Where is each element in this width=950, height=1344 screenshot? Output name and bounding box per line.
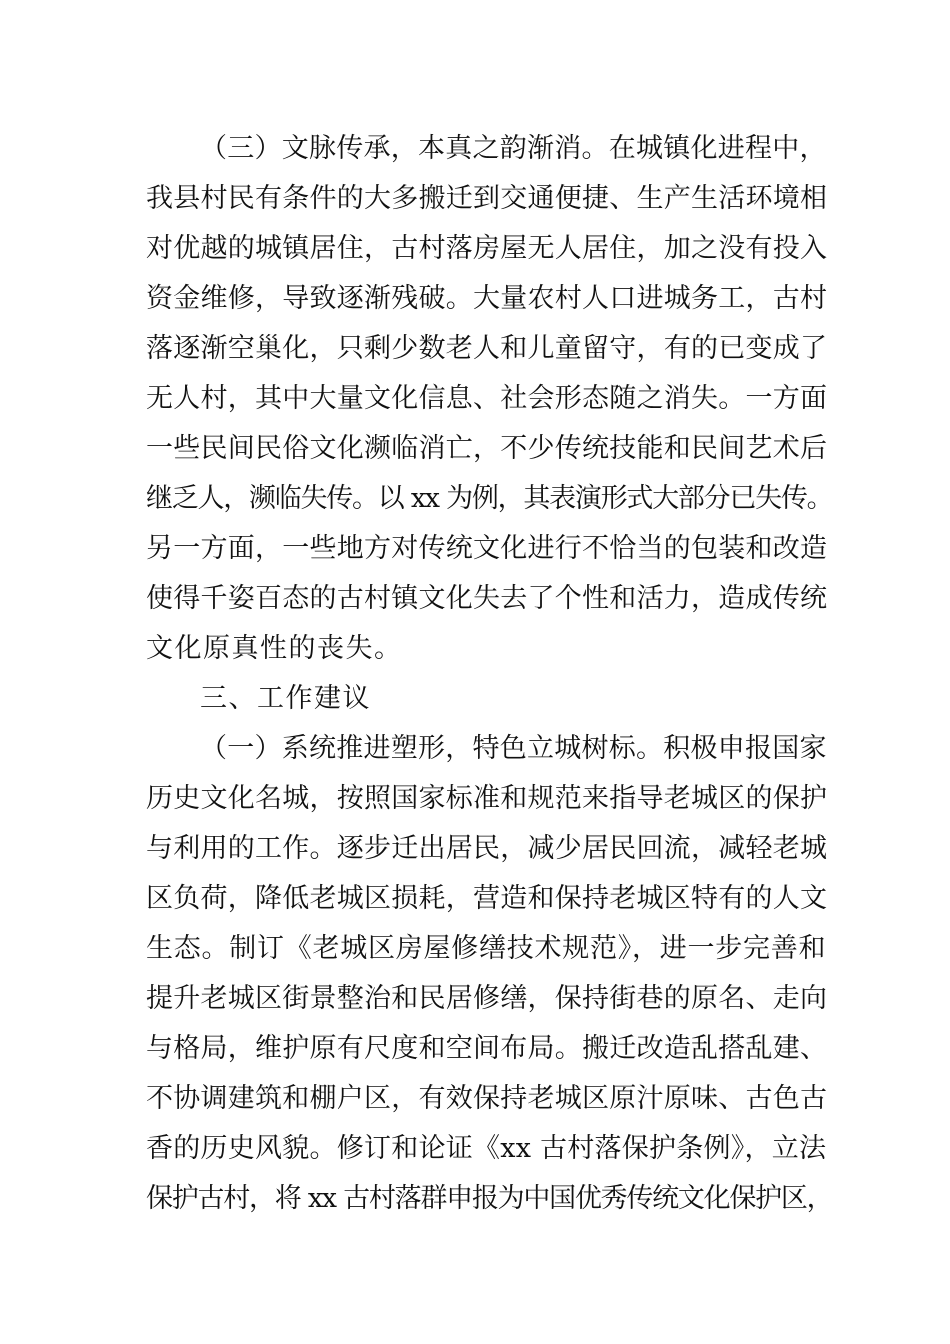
paragraph-1-line-3: 与利用的工作。逐步迁出居民，减少居民回流，减轻老城	[146, 833, 828, 864]
paragraph-3-line-8: 继乏人，濒临失传。以 xx 为例，其表演形式大部分已失传。	[146, 483, 833, 514]
paragraph-3-line-7: 一些民间民俗文化濒临消亡，不少传统技能和民间艺术后	[146, 433, 828, 464]
paragraph-3-line-6: 无人村，其中大量文化信息、社会形态随之消失。一方面	[146, 383, 828, 414]
paragraph-1-line-10: 保护古村，将 xx 古村落群申报为中国优秀传统文化保护区，	[146, 1183, 833, 1214]
paragraph-3-line-11: 文化原真性的丧失。	[146, 633, 403, 664]
paragraph-3-line-5: 落逐渐空巢化，只剩少数老人和儿童留守，有的已变成了	[146, 333, 828, 364]
paragraph-3-line-10: 使得千姿百态的古村镇文化失去了个性和活力，造成传统	[146, 583, 828, 614]
paragraph-1-line-9: 香的历史风貌。修订和论证《xx 古村落保护条例》，立法	[146, 1133, 827, 1164]
paragraph-3-line-2: 我县村民有条件的大多搬迁到交通便捷、生产生活环境相	[146, 183, 828, 214]
paragraph-1-line-8: 不协调建筑和棚户区，有效保持老城区原汁原味、古色古	[146, 1083, 828, 1114]
paragraph-3-line-3: 对优越的城镇居住，古村落房屋无人居住，加之没有投入	[146, 233, 828, 264]
paragraph-3-line-1: （三）文脉传承，本真之韵渐消。在城镇化进程中，	[200, 133, 827, 164]
paragraph-1-line-4: 区负荷，降低老城区损耗，营造和保持老城区特有的人文	[146, 883, 828, 914]
paragraph-1-line-6: 提升老城区街景整治和民居修缮，保持街巷的原名、走向	[146, 983, 828, 1014]
paragraph-1-line-1: （一）系统推进塑形，特色立城树标。积极申报国家	[200, 733, 827, 764]
paragraph-1-line-2: 历史文化名城，按照国家标准和规范来指导老城区的保护	[146, 783, 828, 814]
paragraph-3-line-4: 资金维修，导致逐渐残破。大量农村人口进城务工，古村	[146, 283, 828, 314]
paragraph-3-line-9: 另一方面，一些地方对传统文化进行不恰当的包装和改造	[146, 533, 828, 564]
paragraph-1-line-5: 生态。制订《老城区房屋修缮技术规范》，进一步完善和	[146, 933, 827, 964]
section-heading: 三、工作建议	[200, 683, 371, 714]
paragraph-1-line-7: 与格局，维护原有尺度和空间布局。搬迁改造乱搭乱建、	[146, 1033, 828, 1064]
